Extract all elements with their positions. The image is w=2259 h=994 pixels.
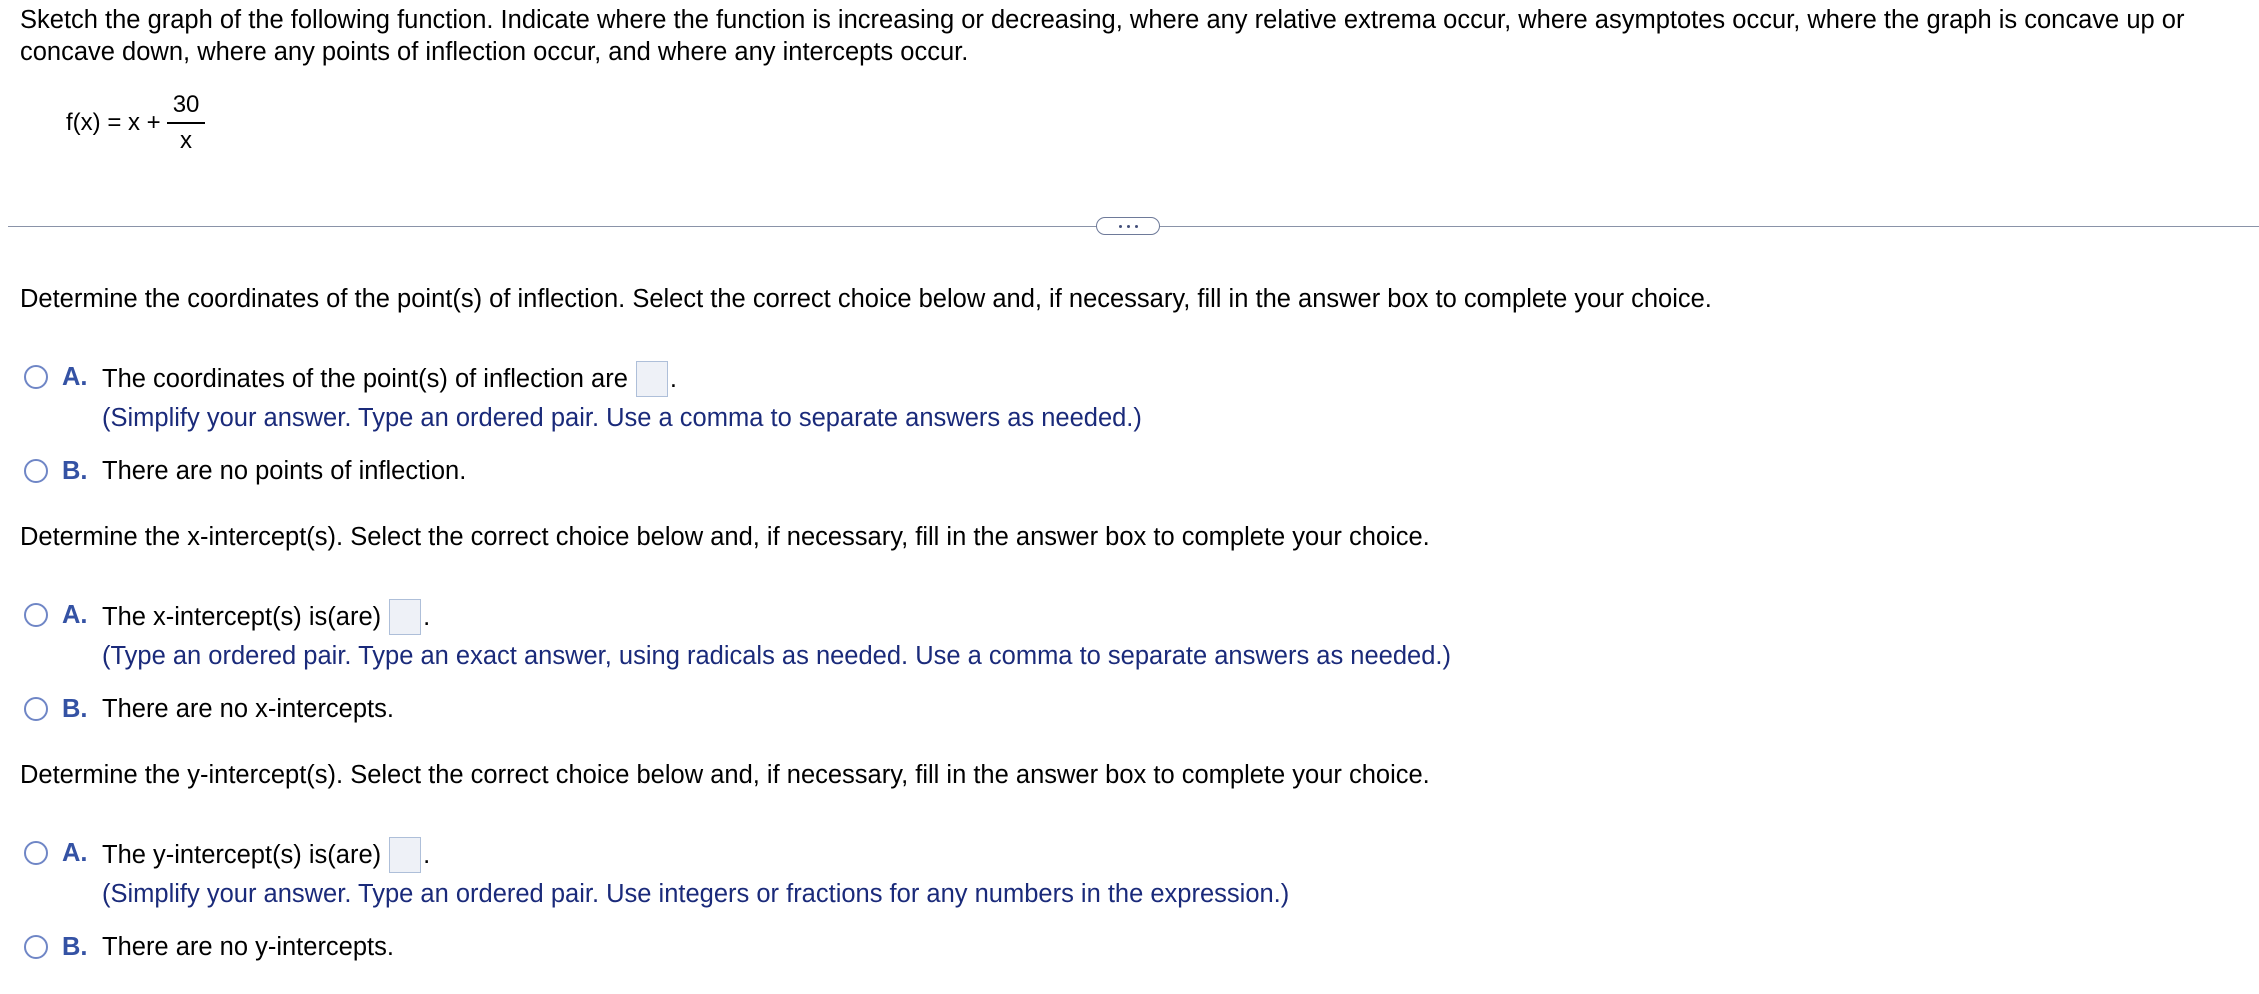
radio-y-intercept-a[interactable] <box>24 841 48 865</box>
answer-box-inflection[interactable] <box>636 361 668 397</box>
question-inflection-prompt: Determine the coordinates of the point(s) of inflection. Select the correct choice below and, if necessary, fill in the answer box to complete your choice. <box>20 285 1712 313</box>
fraction <box>167 92 206 154</box>
choice-y-intercept-a[interactable] <box>24 837 1289 910</box>
choice-text: The y-intercept(s) is(are) <box>102 841 382 869</box>
choice-letter: B. <box>62 457 88 485</box>
question-y-intercept-prompt: Determine the y-intercept(s). Select the correct choice below and, if necessary, fill in the answer box to complete your choice. <box>20 761 1430 789</box>
choice-text: The x-intercept(s) is(are) <box>102 603 382 631</box>
choice-letter: B. <box>62 933 88 961</box>
period: . <box>423 603 431 631</box>
choice-hint: (Simplify your answer. Type an ordered pair. Use a comma to separate answers as needed.) <box>102 404 1142 432</box>
question-x-intercept-prompt: Determine the x-intercept(s). Select the correct choice below and, if necessary, fill in the answer box to complete your choice. <box>20 523 1430 551</box>
choice-hint: (Type an ordered pair. Type an exact answer, using radicals as needed. Use a comma to separate answers as needed.) <box>102 642 1451 670</box>
choice-letter: A. <box>62 839 88 867</box>
choice-hint: (Simplify your answer. Type an ordered pair. Use integers or fractions for any numbers in the expression.) <box>102 880 1290 908</box>
radio-x-intercept-a[interactable] <box>24 603 48 627</box>
answer-box-x-intercept[interactable] <box>389 599 421 635</box>
period: . <box>423 841 431 869</box>
period: . <box>669 365 677 393</box>
radio-x-intercept-b[interactable] <box>24 697 48 721</box>
choice-letter: A. <box>62 601 88 629</box>
choice-letter: B. <box>62 695 88 723</box>
function-lhs: f(x) = x + <box>66 109 161 136</box>
choice-text: There are no y-intercepts. <box>102 933 394 961</box>
problem-instructions: Sketch the graph of the following function. Indicate where the function is increasing or decreasing, where any relative extrema occur, where asymptotes occur, where the graph is concave up or concave down, where any points of inflection occur, and where any intercepts occur. <box>20 6 2185 66</box>
radio-inflection-a[interactable] <box>24 365 48 389</box>
choice-x-intercept-b[interactable] <box>24 693 394 725</box>
choice-text: The coordinates of the point(s) of inflection are <box>102 365 628 393</box>
answer-box-y-intercept[interactable] <box>389 837 421 873</box>
show-more-button[interactable] <box>1096 217 1160 235</box>
choice-y-intercept-b[interactable] <box>24 931 394 963</box>
fraction-numerator: 30 <box>167 92 206 124</box>
choice-x-intercept-a[interactable] <box>24 599 1451 672</box>
function-formula <box>66 92 205 154</box>
choice-inflection-b[interactable] <box>24 455 466 487</box>
choice-inflection-a[interactable] <box>24 361 1142 434</box>
radio-y-intercept-b[interactable] <box>24 935 48 959</box>
choice-text: There are no points of inflection. <box>102 457 467 485</box>
choice-letter: A. <box>62 363 88 391</box>
ellipsis-icon <box>1119 225 1138 228</box>
radio-inflection-b[interactable] <box>24 459 48 483</box>
fraction-denominator: x <box>180 127 193 154</box>
choice-text: There are no x-intercepts. <box>102 695 394 723</box>
